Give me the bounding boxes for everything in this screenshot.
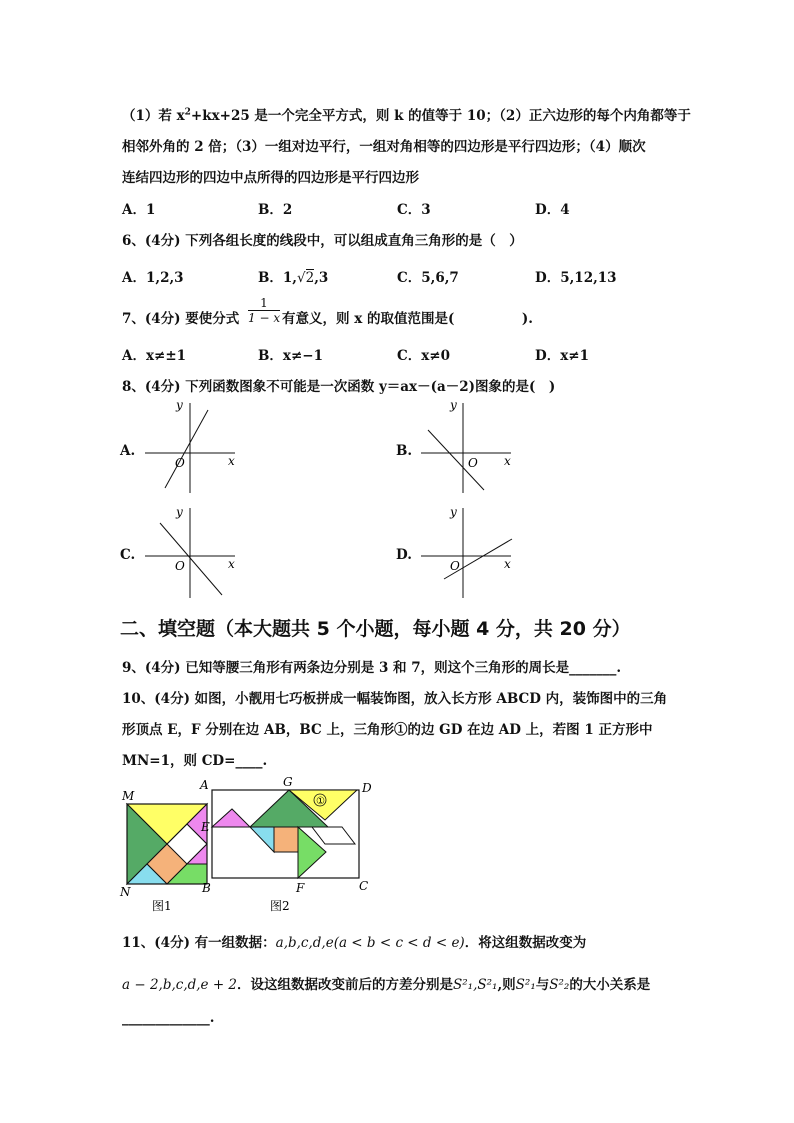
fig1-caption: 图1 [152,899,172,913]
q6-option-d: D．5,12,13 [535,270,617,286]
q11-data-set: a,b,c,d,e(a < b < c < d < e) [275,935,465,951]
q11-s1: S²₁ [515,977,536,993]
q7-option-c: C．x≠0 [397,348,450,364]
q11-variances: S²₁,S²₁ [453,977,498,993]
point-b: B [202,881,211,895]
q6-option-b: B．1,√2,3 [258,270,329,286]
q7-stem-pre: 7、(4分) 要使分式 [122,311,240,327]
figure-2 [200,775,372,913]
point-n: N [120,885,131,899]
fig2-parallelogram [312,827,355,844]
figure-1 [119,778,211,913]
tangram-figures [112,774,382,914]
section-2-title: 二、填空题（本大题共 5 个小题，每小题 4 分，共 20 分） [120,618,631,640]
graph-d-label: D. [396,547,412,563]
point-d: D [362,781,372,795]
fraction-denominator: 1 − x [248,311,281,325]
intro-line-3: 连结四边形的四边中点所得的四边形是平行四边形 [122,170,419,186]
q6-option-c: C．5,6,7 [397,270,459,286]
fraction-numerator: 1 [260,296,268,310]
fig1-pink-triangle [187,844,207,864]
point-c: C [359,879,369,893]
fig2-square [274,827,298,852]
fig2-pink-triangle [212,809,250,827]
y-axis-label: y [450,398,457,412]
intro-line-1: （1）若 $x^2+kx+25$ 是一个完全平方式，则 k 的值等于 10；（2）正六边形的每个内角都等于 [122,107,691,124]
fig2-caption: 图2 [270,899,290,913]
q7-stem-post: 有意义，则 x 的取值范围是( ). [282,311,533,327]
q8-stem: 8、(4分) 下列函数图象不可能是一次函数 y＝ax－(a－2)图象的是( ) [122,379,556,395]
q11-answer-blank: _____________. [122,1010,215,1026]
fig2-cyan-triangle [250,827,274,852]
point-e: E [201,820,210,834]
y-axis-label: y [450,505,457,519]
q11-changed-set: a − 2,b,c,d,e + 2 [122,977,238,993]
point-m: M [122,789,135,803]
q6-option-a: A．1,2,3 [122,270,184,286]
graph-a-label: A. [120,443,136,459]
intro-line-2: 相邻外角的 2 倍；（3）一组对边平行，一组对角相等的四边形是平行四边形；（4）顺次 [122,139,646,155]
function-line [160,523,222,595]
triangle-1-label: ① [316,796,325,807]
q10-line-1: 10、(4分) 如图，小靓用七巧板拼成一幅装饰图，放入长方形 ABCD 内，装饰图中的三角 [122,691,668,707]
x-axis-label: x [228,454,235,468]
x-axis-label: x [504,454,511,468]
graph-a [140,398,250,498]
y-axis-label: y [176,505,183,519]
q9-stem: 9、(4分) 已知等腰三角形有两条边分别是 3 和 7，则这个三角形的周长是_______. [122,660,622,676]
q5-option-c: C．3 [397,202,431,218]
x-axis-label: x [504,557,511,571]
origin-label: O [450,559,460,573]
point-a: A [200,778,209,792]
q10-line-3: MN=1，则 CD=____. [122,753,268,769]
graph-b [416,398,526,498]
graph-c [140,503,250,603]
q5-option-d: D．4 [535,202,570,218]
q7-fraction [248,296,280,325]
y-axis-label: y [176,398,183,412]
sqrt-symbol: √ [297,270,306,286]
x-axis-label: x [228,557,235,571]
graph-b-label: B. [396,443,413,459]
origin-label: O [175,559,185,573]
q5-option-b: B．2 [258,202,293,218]
q11-s2: S²₂ [549,977,570,993]
q7-option-d: D．x≠1 [535,348,589,364]
q7-option-a: A．x≠±1 [122,348,187,364]
point-f: F [296,881,305,895]
q6-stem: 6、(4分) 下列各组长度的线段中，可以组成直角三角形的是（ ） [122,233,523,249]
q5-option-a: A．1 [122,202,156,218]
origin-label: O [468,456,478,470]
q10-line-2: 形顶点 E，F 分别在边 AB，BC 上，三角形①的边 GD 在边 AD 上，若图 1 正方形中 [122,722,653,738]
q11-line-1: 11、(4分) 有一组数据：a,b,c,d,e(a < b < c < d < e)．将这组数据改变为 [122,935,587,951]
q7-option-b: B．x≠−1 [258,348,323,364]
q11-line-2: a − 2,b,c,d,e + 2．设这组数据改变前后的方差分别是S²₁,S²₁,则S²₁与S²₂的大小关系是 [122,977,651,993]
origin-label: O [175,456,185,470]
graph-d [416,503,526,603]
point-g: G [283,775,293,789]
graph-c-label: C. [120,547,136,563]
function-line [165,410,208,488]
